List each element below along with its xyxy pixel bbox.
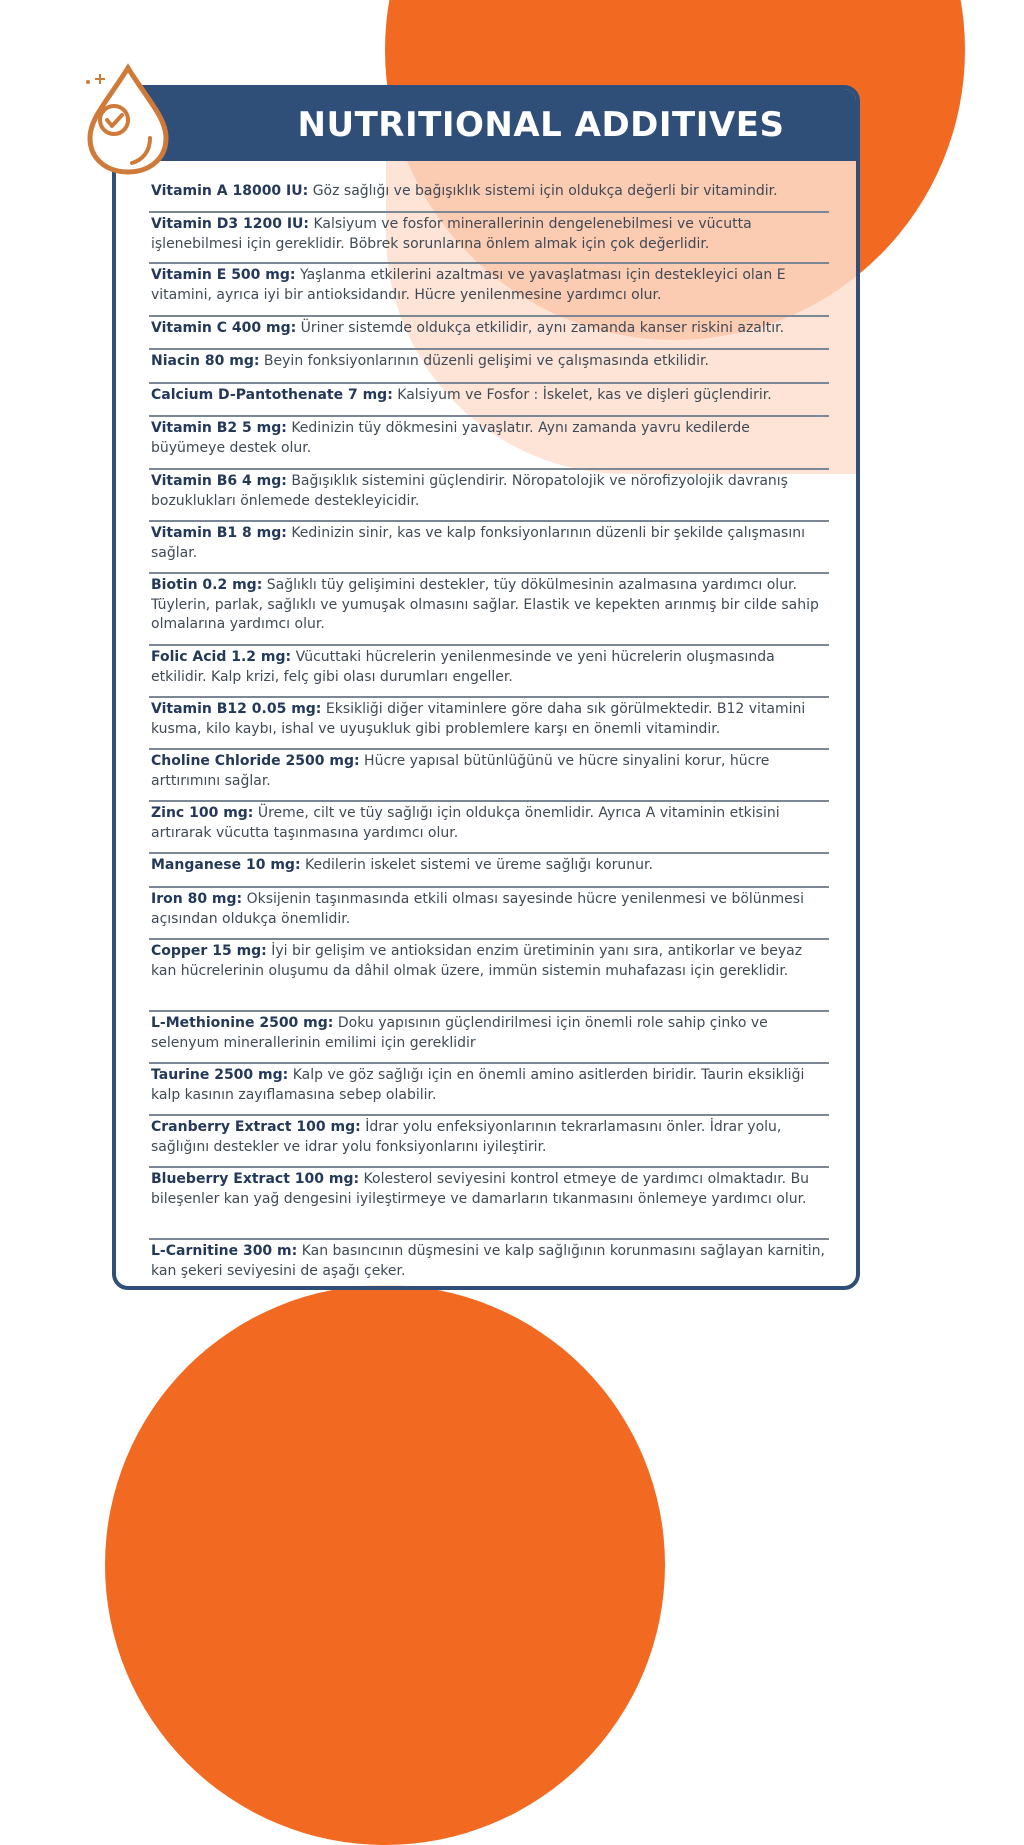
additive-description: Kolesterol seviyesini kontrol etmeye de yardımcı olmaktadır. Bu bileşenler kan yağ dengesini iyileştirmeye ve damarların tıkanmasını önlemeye yardımcı olur. [151,1171,810,1207]
list-item [149,470,829,522]
additive-name: Niacin 80 mg: [151,353,260,369]
additive-name: Biotin 0.2 mg: [151,577,263,593]
additive-name: Vitamin B2 5 mg: [151,420,287,436]
list-item [149,317,829,350]
additive-name: Vitamin A 18000 IU: [151,183,309,199]
list-item [149,522,829,574]
additive-description: Sağlıklı tüy gelişimini destekler, tüy dökülmesinin azalmasına yardımcı olur. Tüylerin, parlak, sağlıklı ve yumuşak olmasını sağlar. Elastik ve kepekten arınmış bir cilde sahip olmalarına yardımcı olur. [151,577,819,633]
additive-name: L-Methionine 2500 mg: [151,1015,334,1031]
drop-check-icon [78,60,178,178]
list-item [149,417,829,470]
list-item [149,854,829,888]
additive-description: Kalsiyum ve fosfor minerallerinin dengelenebilmesi ve vücutta işlenebilmesi için gereklidir. Böbrek sorunlarına önlem almak için çok değerlidir. [151,216,752,252]
list-item [149,213,829,264]
list-item [149,384,829,417]
background-circle-bottom [105,1285,665,1845]
list-item [149,350,829,384]
additive-name: Vitamin B12 0.05 mg: [151,701,322,717]
additive-name: Cranberry Extract 100 mg: [151,1119,361,1135]
additive-description: Vücuttaki hücrelerin yenilenmesinde ve yeni hücrelerin oluşmasında etkilidir. Kalp krizi, felç gibi olası durumları engeller. [151,649,775,685]
list-item [149,574,829,646]
additive-description: Kedilerin iskelet sistemi ve üreme sağlığı korunur. [305,857,653,873]
additive-description: Kalp ve göz sağlığı için en önemli amino asitlerden biridir. Taurin eksikliği kalp kasının zayıflamasına sebep olabilir. [151,1067,805,1103]
additive-description: Göz sağlığı ve bağışıklık sistemi için oldukça değerli bir vitamindir. [312,183,778,199]
additive-description: Bağışıklık sistemini güçlendirir. Nöropatolojik ve nörofizyolojik davranış bozuklukları önlemede destekleyicidir. [151,473,788,509]
additive-name: Vitamin E 500 mg: [151,267,296,283]
additive-name: Folic Acid 1.2 mg: [151,649,292,665]
list-item [149,180,829,213]
additive-name: L-Carnitine 300 m: [151,1243,298,1259]
list-item [149,940,829,1012]
additive-name: Calcium D-Pantothenate 7 mg: [151,387,393,403]
additive-description: Beyin fonksiyonlarının düzenli gelişimi ve çalışmasında etkilidir. [263,353,709,369]
additive-name: Vitamin B6 4 mg: [151,473,287,489]
card-header [116,89,856,161]
list-item [149,1116,829,1168]
additive-description: Yaşlanma etkilerini azaltması ve yavaşlatması için destekleyici olan E vitamini, ayrıca iyi bir antioksidandır. Hücre yenilenmesine yardımcı olur. [151,267,786,303]
additive-description: Kedinizin tüy dökmesini yavaşlatır. Aynı zamanda yavru kedilerde büyümeye destek olur. [151,420,750,456]
additive-description: Kan basıncının düşmesini ve kalp sağlığının korunmasını sağlayan karnitin, kan şekeri seviyesini de aşağı çeker. [151,1243,825,1279]
additive-description: İdrar yolu enfeksiyonlarının tekrarlamasını önler. İdrar yolu, sağlığını destekler ve idrar yolu fonksiyonlarını iyileştirir. [151,1119,782,1155]
list-item [149,1240,829,1290]
list-item [149,646,829,698]
additive-name: Zinc 100 mg: [151,805,254,821]
additive-description: Kalsiyum ve Fosfor : İskelet, kas ve dişleri güçlendirir. [397,387,772,403]
additive-description: Kedinizin sinir, kas ve kalp fonksiyonlarının düzenli bir şekilde çalışmasını sağlar. [151,525,805,561]
additive-name: Blueberry Extract 100 mg: [151,1171,360,1187]
additive-description: Eksikliği diğer vitaminlere göre daha sık görülmektedir. B12 vitamini kusma, kilo kaybı, ishal ve uyuşukluk gibi problemlere karşı en önemli vitamindir. [151,701,806,737]
additive-name: Vitamin D3 1200 IU: [151,216,310,232]
list-item [149,750,829,802]
additive-description: Doku yapısının güçlendirilmesi için önemli role sahip çinko ve selenyum minerallerinin emilimi için gereklidir [151,1015,768,1051]
additive-name: Copper 15 mg: [151,943,267,959]
additive-name: Iron 80 mg: [151,891,243,907]
additive-description: İyi bir gelişim ve antioksidan enzim üretiminin yanı sıra, antikorlar ve beyaz kan hücrelerinin oluşumu da dâhil olmak üzere, immün sistemin muhafazası için gereklidir. [151,943,803,979]
additive-description: Hücre yapısal bütünlüğünü ve hücre sinyalini korur, hücre arttırımını sağlar. [151,753,770,789]
additive-name: Vitamin B1 8 mg: [151,525,287,541]
list-item [149,888,829,940]
list-item [149,1012,829,1064]
additive-name: Manganese 10 mg: [151,857,301,873]
list-item [149,802,829,854]
additive-description: Üriner sistemde oldukça etkilidir, aynı zamanda kanser riskini azaltır. [300,320,785,336]
list-item [149,1064,829,1116]
nutrition-card [112,85,860,1290]
additive-name: Taurine 2500 mg: [151,1067,289,1083]
additive-name: Vitamin C 400 mg: [151,320,297,336]
list-item [149,698,829,750]
list-item [149,1168,829,1240]
list-item [149,264,829,317]
additive-description: Oksijenin taşınmasında etkili olması sayesinde hücre yenilenmesi ve bölünmesi açısından oldukça önemlidir. [151,891,804,927]
additive-list [149,180,829,1290]
additive-name: Choline Chloride 2500 mg: [151,753,360,769]
additive-description: Üreme, cilt ve tüy sağlığı için oldukça önemlidir. Ayrıca A vitaminin etkisini artırarak vücutta taşınmasına yardımcı olur. [151,805,780,841]
page-title: NUTRITIONAL ADDITIVES [297,105,785,145]
